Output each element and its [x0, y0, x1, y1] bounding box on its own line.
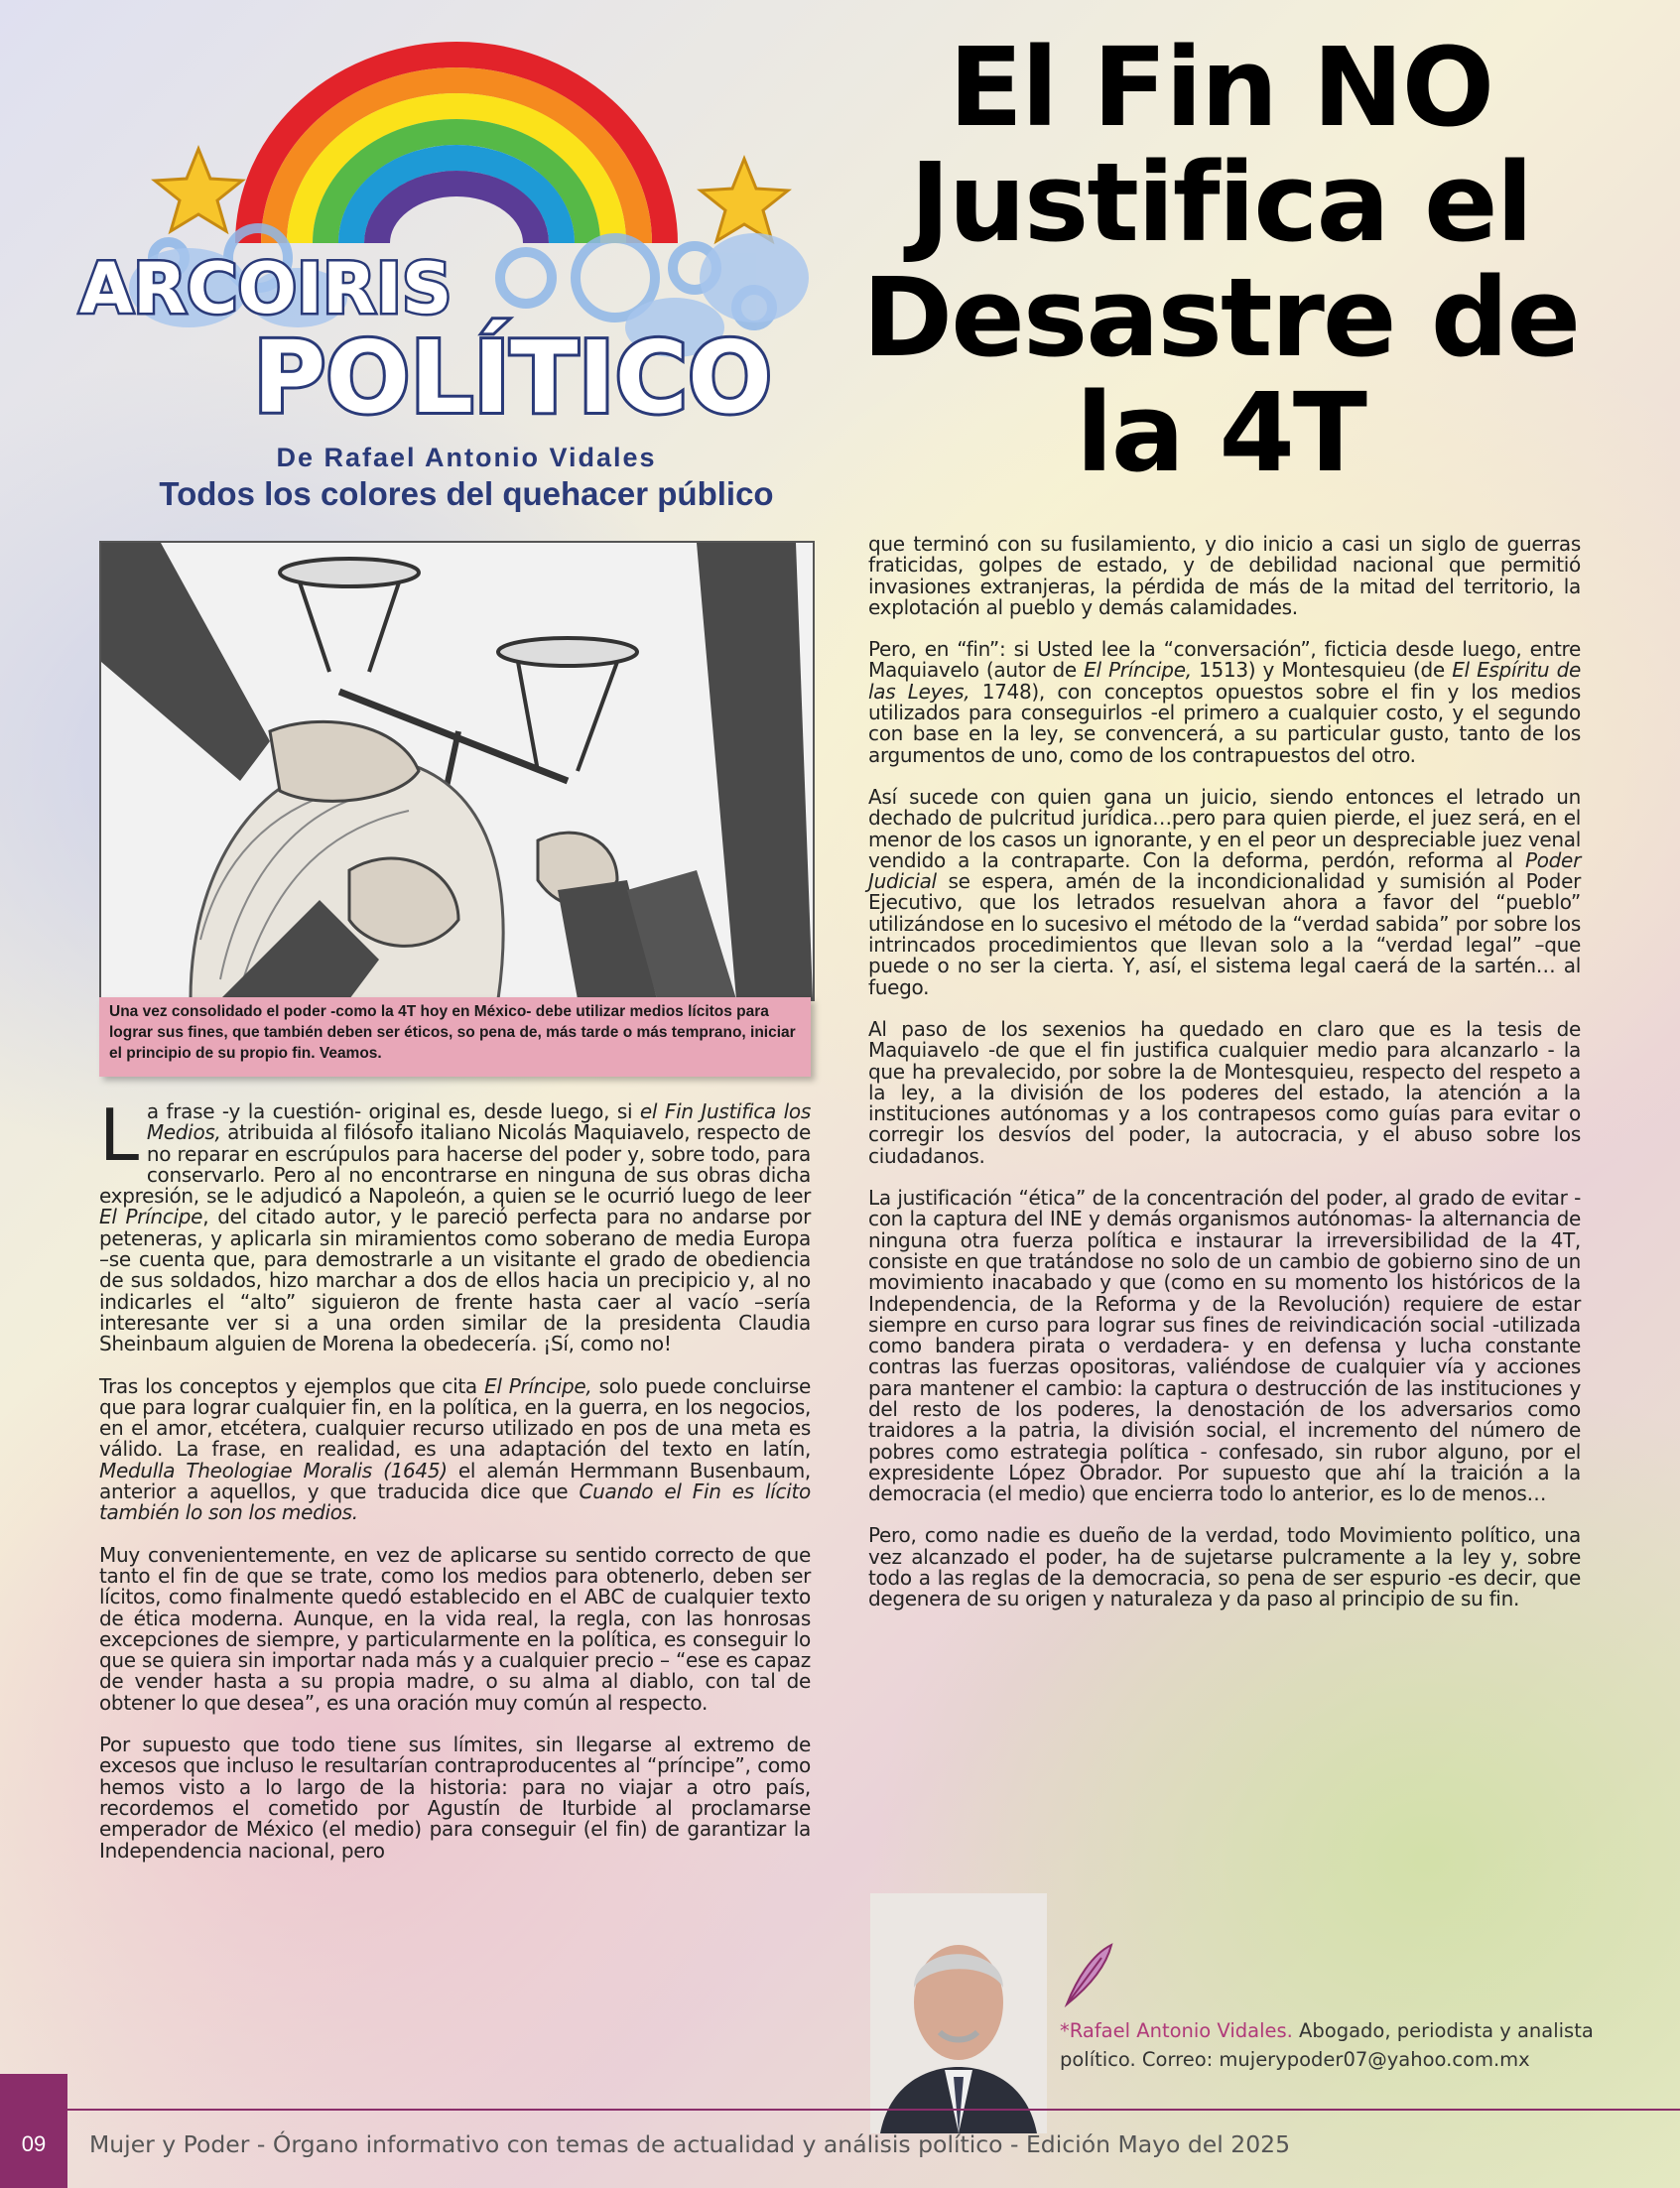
drop-cap: L	[99, 1094, 139, 1177]
scales-of-justice-illustration	[99, 541, 815, 1001]
article-column-right	[868, 534, 1581, 1631]
footer-text: Mujer y Poder - Órgano informativo con temas de actualidad y análisis político - Edición Mayo del 2025	[89, 2130, 1291, 2158]
bio-name: *Rafael Antonio Vidales.	[1060, 2019, 1293, 2042]
headline-line: Justifica el	[909, 139, 1532, 266]
paragraph: Al paso de los sexenios ha quedado en claro que es la tesis de Maquiavelo -de que el fin justifica cualquier medio para alcanzarlo - la que ha prevalecido, por sobre la de Montesquieu, respecto del respeto a la ley, a la división de los poderes del estado, la atención a la instituciones autónomas y a los contrapesos como guías para evitar o corregir los desvíos del poder, la autocracia, y el abuso sobre los ciudadanos.	[868, 1016, 1581, 1168]
arcoiris-politico-logo	[60, 30, 853, 447]
author-name: De Rafael Antonio Vidales	[276, 443, 657, 472]
logo-line2: POLÍTICO	[253, 320, 773, 436]
footer-divider	[0, 2109, 1680, 2111]
paragraph: Por supuesto que todo tiene sus límites, sin llegarse al extremo de excesos que incluso le resultarían contraproducentes al “príncipe”, como hemos visto a lo largo de la historia: para no viajar a otro país, recordemos el cometido por Agustín de Iturbide al proclamarse emperador de México (el medio) para conseguir (el fin) de garantizar la Independencia nacional, pero	[99, 1733, 811, 1863]
headline-line: Desastre de	[861, 254, 1580, 381]
author-bio	[1060, 2016, 1596, 2074]
page-number: 09	[0, 2074, 67, 2188]
paragraph: La frase -y la cuestión- original es, desde luego, si el Fin Justifica los Medios, atribuida al filósofo italiano Nicolás Maquiavelo, respecto de no reparar en escrúpulos para hacerse del poder y, sobre todo, para conservarlo. Pero al no encontrarse en ninguna de sus obras dicha expresión, se le adjudicó a Napoleón, a quien se le ocurrió luego de leer El Príncipe, del citado autor, y le pareció perfecta para no andarse por peteneras, y aplicarla sin miramientos como soberano de media Europa –se cuenta que, para demostrarle a un visitante el grado de obediencia de sus soldados, hizo marchar a dos de ellos hacia un precipicio y, al no indicarles el “alto” siguieron de frente hasta caer al vacío –sería interesante ver si a una orden similar de la presidenta Claudia Sheinbaum alguien de Morena la obedecería. ¡Sí, como no!	[99, 1094, 812, 1356]
paragraph: Tras los conceptos y ejemplos que cita El Príncipe, solo puede concluirse que para lograr cualquier fin, en la política, en la guerra, en los negocios, en el amor, etcétera, cualquier recurso utilizado en pos de una meta es válido. La frase, en realidad, es una adaptación del texto en latín, Medulla Theologiae Moralis (1645) el alemán Hermmann Busenbaum, anterior a aquellos, y que traducida dice que Cuando el Fin es lícito también lo son los medios.	[99, 1373, 811, 1525]
headline-line: la 4T	[1076, 369, 1365, 496]
paragraph: Así sucede con quien gana un juicio, siendo entonces el letrado un dechado de pulcritud jurídica…pero para quien pierde, el juez será, en el menor de los casos un ignorante, y en el peor un despreciable juez venal vendido a la contraparte. Con la deforma, perdón, reforma al Poder Judicial se espera, amén de la incondicionalidad y sumisión al Poder Ejecutivo, que los letrados resuelvan ahora a favor del “pueblo” utilizándose en lo sucesivo el método de la “verdad sabida” por sobre los intrincados procedimientos que llevan solo a la “verdad legal” –que puede o no ser la cierta. Y, así, el sistema legal caerá de la sartén… al fuego.	[868, 784, 1581, 999]
bio-text: Abogado, periodista y analista político. Correo: mujerypoder07@yahoo.com.mx	[1060, 2019, 1594, 2071]
paragraph: Pero, como nadie es dueño de la verdad, todo Movimiento político, una vez alcanzado el poder, ha de sujetarse pulcramente a la ley y, sobre todo a las reglas de la democracia, so pena de ser espurio -es decir, que degenera de su origen y naturaleza y da paso al principio de su fin.	[868, 1523, 1581, 1611]
star-icon	[701, 159, 788, 241]
author-portrait	[870, 1893, 1047, 2133]
illustration-caption: Una vez consolidado el poder -como la 4T hoy en México- debe utilizar medios lícitos para lograr sus fines, que también deben ser éticos, so pena de, más tarde o más temprano, iniciar el principio de su propio fin. Veamos.	[99, 997, 811, 1077]
rainbow-icon	[248, 55, 665, 243]
feather-quill-icon	[1057, 1940, 1116, 2009]
paragraph: La justificación “ética” de la concentración del poder, al grado de evitar -con la captura del INE y demás organismos autónomas- la alternancia de ninguna otra fuerza política e instaurar la irreversibilidad de la 4T, consiste en que tratándose no solo de un cambio de gobierno sino de un movimiento inacabado y que (como en su momento los históricos de la Independencia, de la Reforma y de la Revolución) requiere de estar siempre en curso para lograr sus fines de reivindicación social -utilizada como bandera pirata o verdadera- y en defensa y lucha constante contras las fuerzas opositoras, valiéndose de cualquier vía y acciones para mantener el cambio: la captura o destrucción de las instituciones y del resto de los poderes, la denostación de los adversarios como traidores a la patria, la división social, el incremento del número de pobres como estrategia política - confesado, sin rubor alguno, por el expresidente López Obrador. Por supuesto que ahí la traición a la democracia (el medio) que encierra todo lo anterior, es lo de menos…	[868, 1186, 1581, 1506]
star-icon	[155, 149, 242, 231]
headline	[853, 24, 1588, 496]
byline	[119, 443, 814, 513]
scales-icon	[101, 543, 813, 999]
portrait-icon	[870, 1893, 1047, 2133]
logo-line1: ARCOIRIS	[79, 248, 452, 329]
paragraph: Muy convenientemente, en vez de aplicarse su sentido correcto de que tanto el fin de que se trate, como los medios para obtenerlo, deben ser lícitos, como finalmente quedó establecido en el ABC de cualquier texto de ética moderna. Aunque, en la vida real, la regla, con las honrosas excepciones de siempre, y particularmente en la política, es conseguir lo que se quiera sin importar nada más y a cualquier precio – “ese es capaz de vender hasta a su propia madre, o su alma al diablo, con tal de obtener lo que desea”, es una oración muy común al respecto.	[99, 1542, 811, 1715]
article-column-left	[99, 1094, 812, 1882]
headline-line: El Fin NO	[948, 24, 1493, 151]
paragraph: Pero, en “fin”: si Usted lee la “conversación”, ficticia desde luego, entre Maquiavelo (autor de El Príncipe, 1513) y Montesquieu (de El Espíritu de las Leyes, 1748), con conceptos opuestos sobre el fin y los medios utilizados para conseguirlos -el primero a cualquier costo, y el segundo con base en la ley, se convencerá, a su particular gusto, tanto de los argumentos de uno, como de los contrapuestos del otro.	[868, 637, 1581, 767]
column-tagline: Todos los colores del quehacer público	[159, 475, 774, 512]
paragraph: que terminó con su fusilamiento, y dio inicio a casi un siglo de guerras fraticidas, golpes de estado, y de debilidad nacional que permitió invasiones extranjeras, la pérdida de más de la mitad del territorio, la explotación al pueblo y demás calamidades.	[868, 532, 1581, 619]
